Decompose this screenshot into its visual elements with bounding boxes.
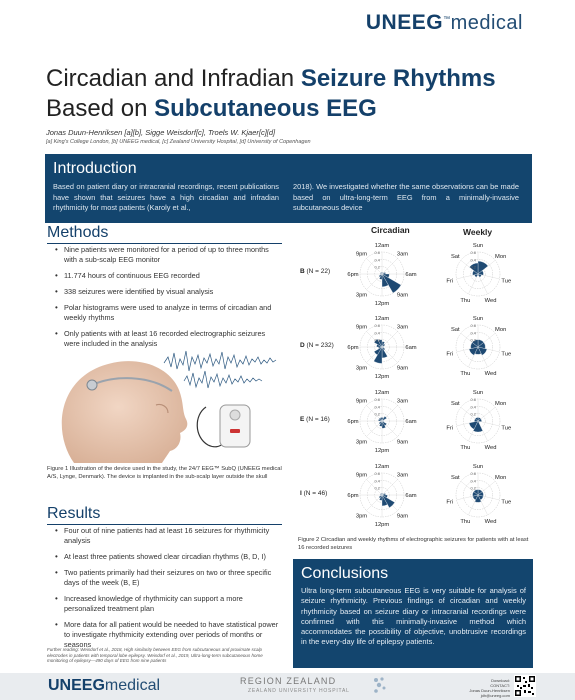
methods-bullet: • 338 seizures were identified by visual analysis [55,287,283,297]
conclusions-text: Ultra long-term subcutaneous EEG is very suitable for analysis of seizure rhythmicity. Previous findings of circadian and weekly rhythmicity based on seizure diary or intracranial recordings were confirmed with this minimally-invasive method which accommodates the possibility of objective, unobtrusive recordings in the every-day life of epilepsy patients. [301,586,526,647]
grid-spoke [382,479,398,495]
ring-value-label: 0.6 [374,323,380,328]
hour-label: 9pm [355,251,368,258]
hour-label: 9pm [355,472,368,479]
hour-label: 9pm [355,324,368,331]
contact-label: CONTACT: [490,683,510,688]
ring-value-label: 0.6 [470,250,476,255]
hour-label: 6am [405,493,417,499]
title-line-2: Based on Subcutaneous EEG [46,95,377,122]
introduction-heading: Introduction [53,160,137,177]
hour-label: 6am [405,272,417,278]
weekday-label: Fri [446,278,454,285]
ring-value-label: 0.4 [374,257,380,263]
device-button-icon [230,410,240,420]
hour-label: 12am [374,316,390,322]
poster-title [46,64,526,124]
implant-icon [87,380,97,390]
conclusions-heading: Conclusions [301,565,389,582]
hour-label: 12am [374,390,390,396]
weekday-label: Thu [460,445,471,452]
hour-label: 9am [396,292,409,299]
results-bullet: • Two patients primarily had their seizures on two or three specific days of the week (B, E) [55,568,283,588]
footer-brand-logo: UNEEGmedical [48,677,161,694]
patient-count: (N = 22) [304,268,331,275]
patient-id: D [300,342,305,349]
weekly-polar-plot [430,240,526,308]
ring-value-label: 0.2 [470,264,476,270]
ring-value-label: 0.6 [470,471,476,476]
weekday-label: Wed [484,519,497,526]
hour-label: 3pm [355,513,368,520]
ring-value-label: 0.6 [374,471,380,476]
ring-value-label: 0.4 [374,478,380,484]
footer [0,673,575,700]
patient-row-label [300,490,327,497]
patient-id: E [300,416,305,423]
introduction-text-left: Based on patient diary or intracranial recordings, recent publications have shown that seizures have a high circadian and infradian rhythmicity for most patients (Karoly et al., [53,182,279,212]
patient-count: (N = 46) [301,490,328,497]
weekday-label: Sat [450,326,460,333]
weekday-label: Wed [484,371,497,378]
weekday-label: Sat [450,400,460,407]
hour-label: 12am [374,243,390,249]
weekday-label: Sat [450,253,460,260]
hour-label: 3pm [355,292,368,299]
methods-heading: Methods [47,224,109,241]
ring-value-label: 0.2 [374,337,380,343]
weekday-label: Mon [495,253,507,260]
hour-label: 3pm [355,365,368,372]
hour-label: 3am [396,398,409,405]
hour-label: 9pm [355,398,368,405]
patient-row-label [300,416,330,423]
circadian-polar-plot [334,240,430,308]
ring-value-label: 0.2 [470,411,476,417]
circadian-polar-plot [334,313,430,381]
ring-value-label: 0.2 [470,485,476,491]
weekday-label: Fri [446,425,454,432]
grid-spoke [382,258,398,274]
hour-label: 9am [396,513,409,520]
ring-value-label: 0.4 [470,404,476,410]
hour-label: 3am [396,324,409,331]
weekday-label: Tue [501,425,512,432]
weekday-label: Mon [495,400,507,407]
ring-value-label: 0.6 [374,250,380,255]
patient-row-label [300,268,330,275]
hospital-name: ZEALAND UNIVERSITY HOSPITAL [248,688,350,694]
introduction-band [45,154,532,223]
hour-label: 6pm [347,493,359,499]
results-bullet: • Four out of nine patients had at least 16 seizures for rhythmicity analysis [55,526,283,546]
results-bullet: • Increased knowledge of rhythmicity can support a more personalized treatment plan [55,594,283,614]
weekday-label: Tue [501,351,512,358]
hour-label: 3am [396,472,409,479]
weekday-label: Tue [501,278,512,285]
figure1-caption: Figure 1 Illustration of the device used in the study, the 24/7 EEG™ SubQ (UNEEG medical A/S, Lynge, Denmark). The device is implanted in the sub-scalp layer outside the skull [47,466,282,480]
region-zealand-logo: REGION ZEALAND [240,676,337,686]
patient-row-label [300,342,334,349]
contact-name: Jonas Duun-Henriksen [469,688,510,693]
weekly-polar-plot [430,313,526,381]
weekday-label: Sun [472,316,484,322]
weekday-label: Tue [501,499,512,506]
methods-divider [47,243,282,244]
weekday-label: Sun [472,390,484,396]
ring-value-label: 0.2 [374,485,380,491]
hour-label: 3am [396,251,409,258]
ring-value-label: 0.2 [374,411,380,417]
circadian-heading: Circadian [371,225,410,235]
hour-label: 6pm [347,272,359,278]
eeg-trace-2 [184,371,262,388]
methods-list [55,245,283,355]
weekday-label: Sat [450,474,460,481]
weekday-label: Thu [460,519,471,526]
methods-bullet: • Nine patients were monitored for a period of up to three months with a sub-scalp EEG monitor [55,245,283,265]
download-label: Download: [491,678,510,683]
ring-value-label: 0.2 [374,264,380,270]
ring-value-label: 0.4 [374,404,380,410]
patient-id: B [300,268,305,275]
circadian-polar-plot [334,461,430,529]
hour-label: 6am [405,419,417,425]
results-divider [47,524,282,525]
contact-email: jdh@uneeg.com [480,693,510,698]
results-heading: Results [47,505,101,522]
hour-label: 6pm [347,419,359,425]
hospital-emblem-icon [372,676,388,696]
weekday-label: Mon [495,326,507,333]
ring-value-label: 0.4 [470,330,476,336]
patient-id: I [300,490,302,497]
ring-value-label: 0.4 [470,478,476,484]
results-bullet: • At least three patients showed clear circadian rhythms (B, D, I) [55,552,283,562]
hour-label: 12pm [374,448,390,454]
ring-value-label: 0.6 [470,323,476,328]
device-illustration [44,345,290,463]
figure2-caption: Figure 2 Circadian and weekly rhythms of electrographic seizures for patients with at least 16 recorded seizures [298,537,529,551]
patient-count: (N = 16) [304,416,330,423]
results-bullet: • More data for all patient would be needed to have statistical power to investigate rhythmicity extending over periods of months or seasons [55,620,283,650]
hour-label: 3pm [355,439,368,446]
hour-label: 12pm [374,522,390,528]
weekday-label: Wed [484,298,497,305]
hour-label: 9am [396,365,409,372]
affiliations: [a] King's College London, [b] UNEEG medical, [c] Zealand University Hospital, [d] University of Copenhagen [46,139,311,145]
qr-code-icon[interactable] [514,675,536,697]
ring-value-label: 0.6 [470,397,476,402]
circadian-polar-plot [334,387,430,455]
eeg-trace-1 [164,351,276,371]
weekday-label: Fri [446,499,454,506]
title-line-1: Circadian and Infradian Seizure Rhythms [46,65,496,92]
device-led-icon [230,429,240,433]
authors: Jonas Duun-Henriksen [a][b], Sigge Weisdorf[c], Troels W. Kjaer[c][d] [46,128,276,137]
ring-value-label: 0.6 [374,397,380,402]
weekday-label: Sun [472,464,484,470]
hour-label: 6am [405,345,417,351]
hour-label: 12am [374,464,390,470]
ring-value-label: 0.2 [470,337,476,343]
references: Further reading: Weisdorf et al., 2018, High similarity between EEG from subcutaneous and proximate scalp electrodes in patients with temporal lobe epilepsy. Weisdorf et al., 2019, Ultra-long-term subcutaneous home monitoring of epilepsy—490 days of EEG from nine patients [47,647,263,664]
weekday-label: Thu [460,371,471,378]
methods-bullet: • Only patients with at least 16 recorded electrographic seizures were included in the analysis [55,329,283,349]
weekday-label: Wed [484,445,497,452]
ring-value-label: 0.4 [374,330,380,336]
methods-bullet: • 11.774 hours of continuous EEG recorded [55,271,283,281]
hour-label: 9am [396,439,409,446]
brand-logo: UNEEG™medical [365,11,523,34]
weekly-heading: Weekly [463,227,493,237]
weekly-polar-plot [430,461,526,529]
weekday-label: Fri [446,351,454,358]
introduction-text-right: 2018). We investigated whether the same observations can be made based on ultra-long-term EEG from a minimally-invasive subcutaneous device [293,182,519,212]
weekday-label: Mon [495,474,507,481]
weekly-polar-plot [430,387,526,455]
conclusions-band [293,559,533,668]
weekday-label: Thu [460,298,471,305]
patient-count: (N = 232) [304,342,334,349]
hour-label: 12pm [374,374,390,380]
weekday-label: Sun [472,243,484,249]
methods-bullet: • Polar histograms were used to analyze in terms of circadian and weekly rhythms [55,303,283,323]
hour-label: 6pm [347,345,359,351]
hour-label: 12pm [374,301,390,307]
ring-value-label: 0.4 [470,257,476,263]
results-list [55,526,283,656]
contact-info [464,678,510,698]
